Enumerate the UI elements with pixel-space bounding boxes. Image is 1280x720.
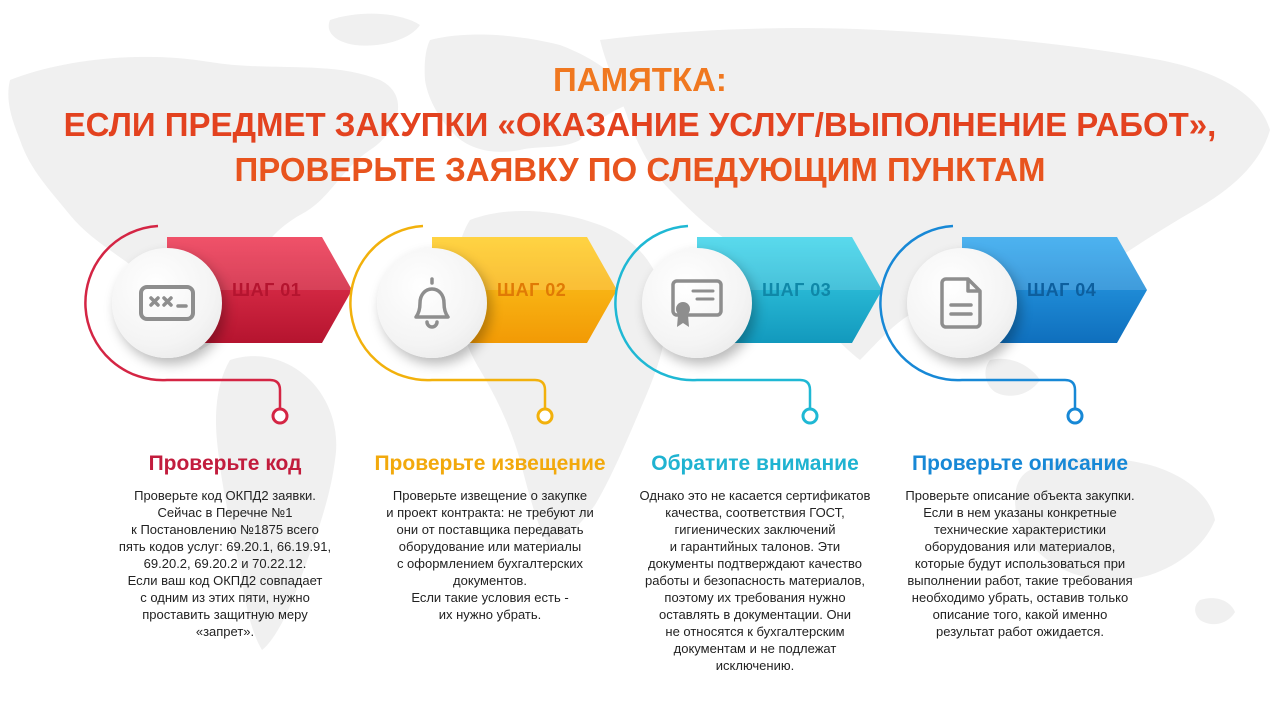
step-03 [620, 222, 890, 673]
step-01-text: Проверьте код ОКПД2 заявки. Сейчас в Перечне №1 к Постановлению №1875 всего пять кодов услуг: 69.20.1, 66.19.91, 69.20.2, 69.20.2 и 70.22.12. Если ваш код ОКПД2 совпадает с одним из этих пяти, нужно проставить защитную меру «запрет». [118, 488, 332, 639]
step-01 [90, 222, 360, 642]
step-01-label: ШАГ 01 [232, 280, 302, 300]
step-04-text: Проверьте описание объекта закупки. Если в нем указаны конкретные технические характеристики оборудования или материалов, которые будут использоваться при выполнении работ, такие требования необходимо убрать, оставив только описание того, какой именно результат работ ожидается. [905, 488, 1135, 639]
step-04-label: ШАГ 04 [1027, 280, 1097, 300]
step-02-heading: Проверьте извещение [374, 452, 606, 475]
title-line-3: ПРОВЕРЬТЕ ЗАЯВКУ ПО СЛЕДУЮЩИМ ПУНКТАМ [234, 151, 1046, 188]
step-03-label: ШАГ 03 [762, 280, 832, 300]
title-line-2: ЕСЛИ ПРЕДМЕТ ЗАКУПКИ «ОКАЗАНИЕ УСЛУГ/ВЫПОЛНЕНИЕ РАБОТ», [63, 106, 1217, 143]
step-04 [885, 222, 1155, 642]
step-04-heading: Проверьте описание [911, 452, 1129, 475]
bell-icon [402, 273, 462, 333]
step-04-icon-circle [907, 248, 1017, 358]
password-field-icon [137, 273, 197, 333]
title-line-1: ПАМЯТКА: [553, 61, 727, 98]
step-03-text: Однако это не касается сертификатов качества, соответствия ГОСТ, гигиенических заключений и гарантийных талонов. Эти документы подтверждают качество работы и безопасность материалов, поэтому их требования нужно оставлять в документации. Они не относятся к бухгалтерским документам и не подлежат исключению. [639, 488, 871, 673]
certificate-icon [667, 273, 727, 333]
document-icon [932, 273, 992, 333]
step-01-heading: Проверьте код [148, 452, 302, 475]
step-02 [355, 222, 625, 642]
step-03-heading: Обратите внимание [651, 452, 859, 475]
step-03-icon-circle [642, 248, 752, 358]
step-01-icon-circle [112, 248, 222, 358]
step-02-text: Проверьте извещение о закупке и проект контракта: не требуют ли они от поставщика передавать оборудование или материалы с оформлением бухгалтерских документов. Если такие условия есть - их нужно убрать. [386, 488, 594, 622]
step-02-label: ШАГ 02 [497, 280, 567, 300]
step-02-icon-circle [377, 248, 487, 358]
